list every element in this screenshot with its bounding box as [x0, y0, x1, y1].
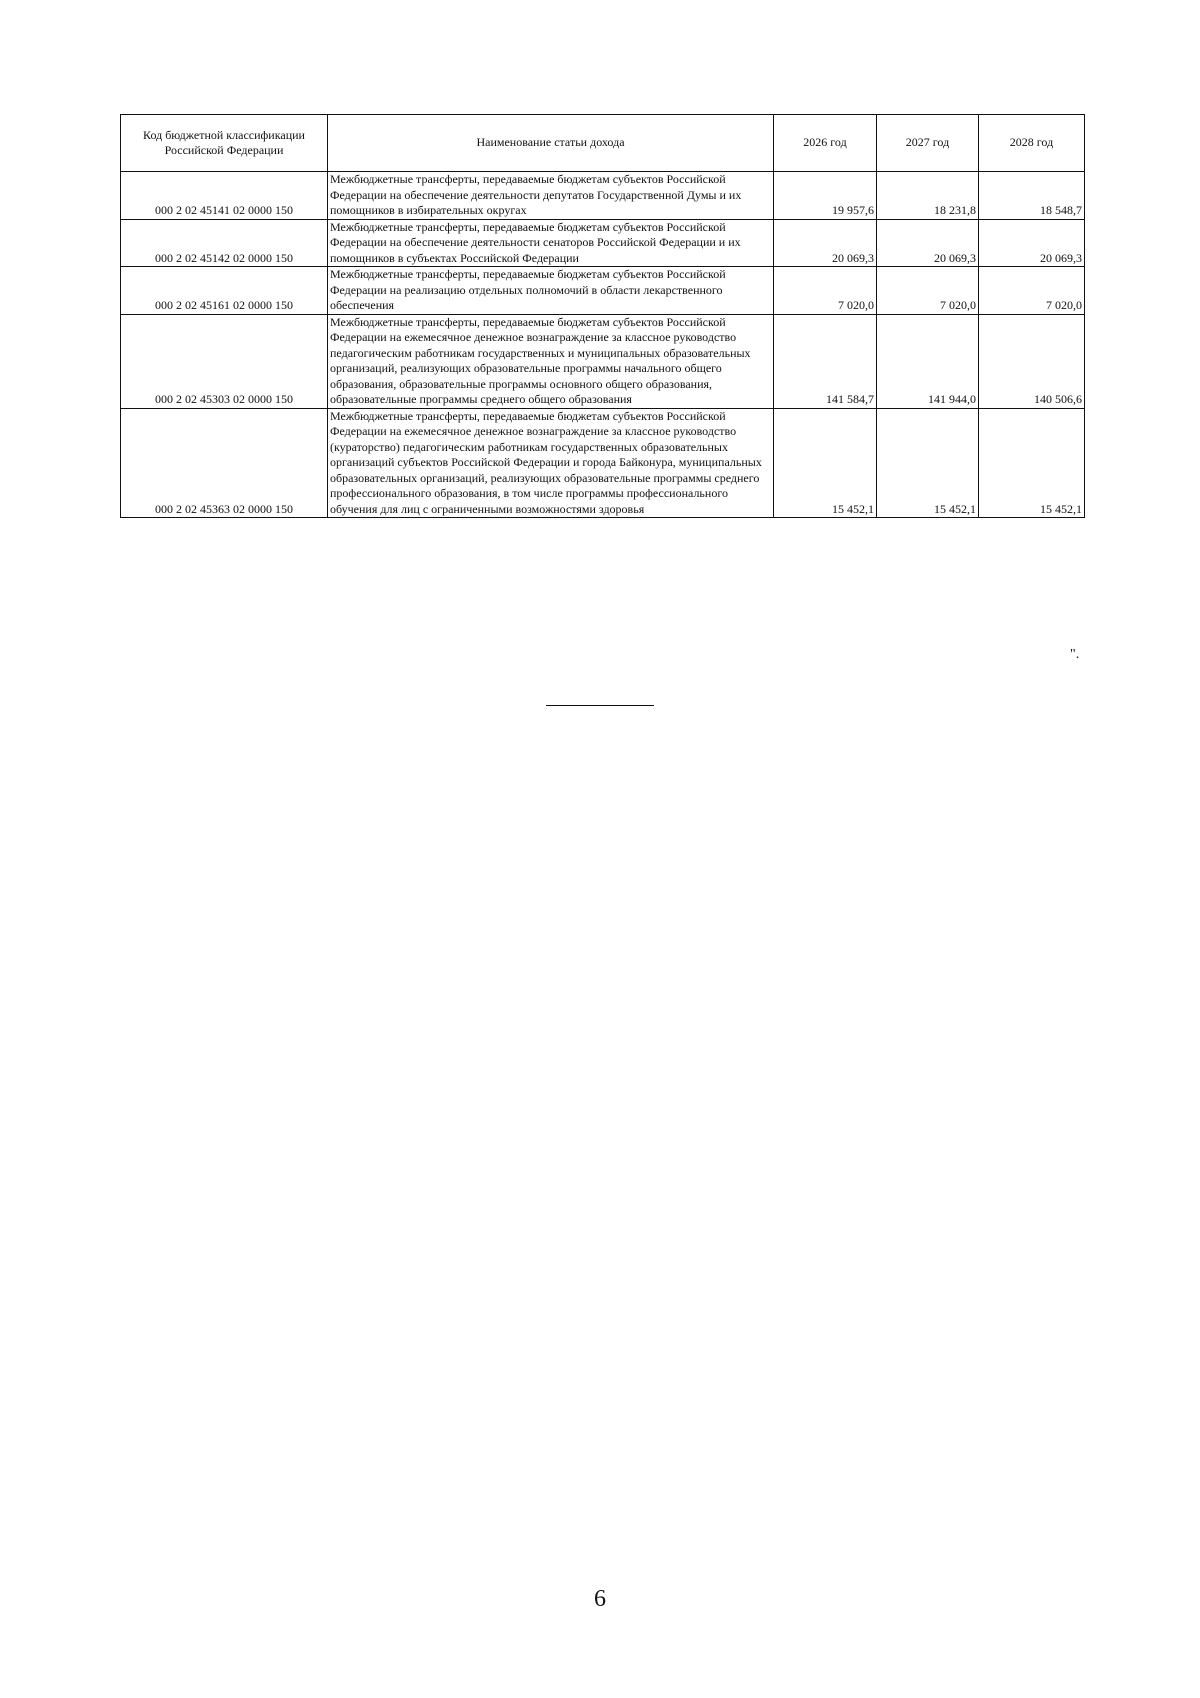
- header-year-2026: 2026 год: [774, 115, 877, 172]
- cell-code: 000 2 02 45141 02 0000 150: [121, 172, 328, 220]
- cell-2028: 18 548,7: [979, 172, 1085, 220]
- cell-2026: 19 957,6: [774, 172, 877, 220]
- cell-2027: 15 452,1: [877, 408, 979, 518]
- cell-name: Межбюджетные трансферты, передаваемые бюджетам субъектов Российской Федерации на реализацию отдельных полномочий в области лекарственного обеспечения: [328, 267, 774, 315]
- cell-name: Межбюджетные трансферты, передаваемые бюджетам субъектов Российской Федерации на ежемесячное денежное вознаграждение за классное руководство (кураторство) педагогическим работникам государственных образовательных организаций субъектов Российской Федерации и города Байконура, муниципальных образовательных организаций, реализующих образовательные программы среднего профессионального образования, в том числе программы профессионального обучения для лиц с ограниченными возможностями здоровья: [328, 408, 774, 518]
- header-year-2028: 2028 год: [979, 115, 1085, 172]
- cell-2027: 7 020,0: [877, 267, 979, 315]
- table-row: [121, 172, 1085, 220]
- cell-2027: 141 944,0: [877, 314, 979, 408]
- cell-code: 000 2 02 45161 02 0000 150: [121, 267, 328, 315]
- table-row: [121, 219, 1085, 267]
- cell-2028: 20 069,3: [979, 219, 1085, 267]
- cell-2026: 141 584,7: [774, 314, 877, 408]
- cell-2028: 7 020,0: [979, 267, 1085, 315]
- cell-name: Межбюджетные трансферты, передаваемые бюджетам субъектов Российской Федерации на обеспечение деятельности сенаторов Российской Федерации и их помощников в субъектах Российской Федерации: [328, 219, 774, 267]
- cell-code: 000 2 02 45363 02 0000 150: [121, 408, 328, 518]
- table-row: [121, 267, 1085, 315]
- header-code: Код бюджетной классификации Российской Федерации: [121, 115, 328, 172]
- table-row: [121, 408, 1085, 518]
- separator-line: [546, 705, 654, 706]
- cell-2026: 20 069,3: [774, 219, 877, 267]
- header-year-2027: 2027 год: [877, 115, 979, 172]
- table-header-row: [121, 115, 1085, 172]
- header-name: Наименование статьи дохода: [328, 115, 774, 172]
- page-number: 6: [594, 1586, 606, 1612]
- cell-2026: 7 020,0: [774, 267, 877, 315]
- cell-2028: 140 506,6: [979, 314, 1085, 408]
- table-row: [121, 314, 1085, 408]
- cell-code: 000 2 02 45303 02 0000 150: [121, 314, 328, 408]
- cell-2028: 15 452,1: [979, 408, 1085, 518]
- cell-code: 000 2 02 45142 02 0000 150: [121, 219, 328, 267]
- revenue-table: [120, 114, 1085, 518]
- cell-name: Межбюджетные трансферты, передаваемые бюджетам субъектов Российской Федерации на обеспечение деятельности депутатов Государственной Думы и их помощников в избирательных округах: [328, 172, 774, 220]
- cell-2026: 15 452,1: [774, 408, 877, 518]
- cell-name: Межбюджетные трансферты, передаваемые бюджетам субъектов Российской Федерации на ежемесячное денежное вознаграждение за классное руководство педагогическим работникам государственных и муниципальных образовательных организаций, реализующих образовательные программы начального общего образования, образовательные программы основного общего образования, образовательные программы среднего общего образования: [328, 314, 774, 408]
- closing-quote: ".: [1070, 647, 1080, 662]
- cell-2027: 20 069,3: [877, 219, 979, 267]
- cell-2027: 18 231,8: [877, 172, 979, 220]
